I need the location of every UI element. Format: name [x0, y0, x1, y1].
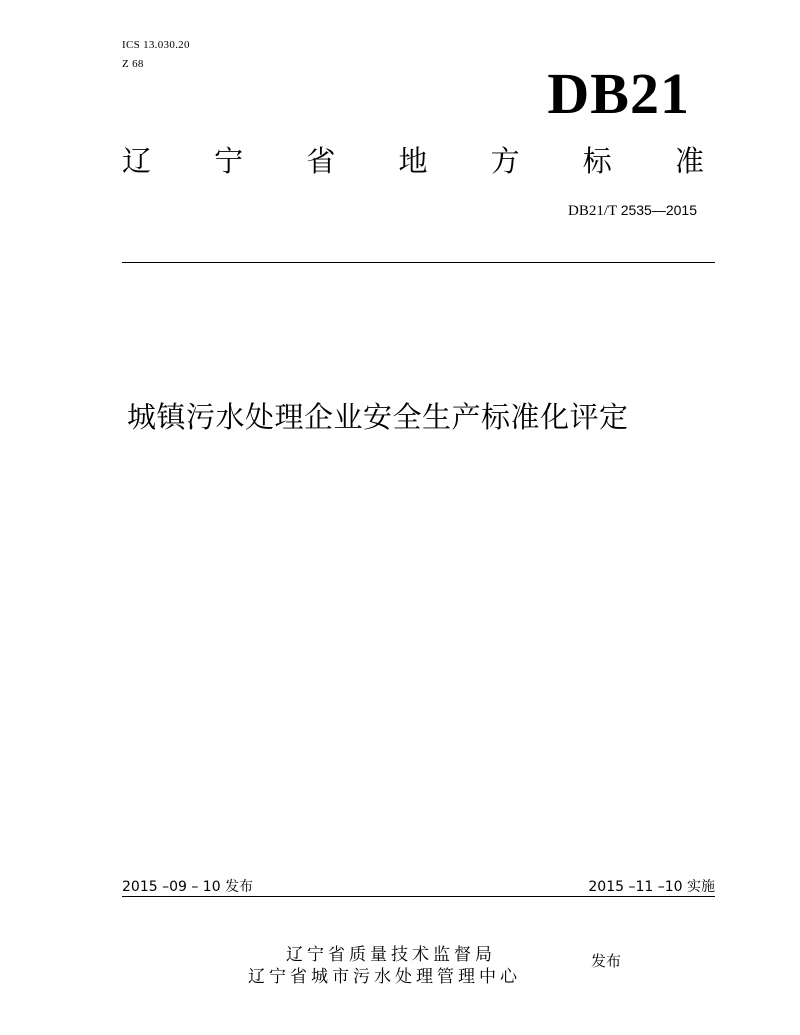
standard-number-suffix: 2535—2015: [620, 202, 697, 218]
publisher-quality-bureau: 辽宁省质量技术监督局: [286, 945, 496, 965]
ics-code: ICS 13.030.20: [122, 39, 190, 51]
header-divider: [122, 262, 715, 263]
standard-type-char: 地: [398, 144, 428, 178]
document-title: 城镇污水处理企业安全生产标准化评定: [127, 400, 629, 434]
footer-divider: [122, 896, 715, 897]
publisher-sewage-center: 辽宁省城市污水处理管理中心: [248, 967, 521, 987]
standard-number-prefix: DB21/T: [568, 203, 621, 219]
standard-type-char: 标: [582, 144, 612, 178]
standard-type-heading: [122, 143, 704, 179]
standard-type-char: 宁: [214, 144, 244, 178]
implementation-date: 2015 –11 –10 实施: [588, 879, 715, 895]
issue-date: 2015 –09 – 10 发布: [122, 879, 254, 895]
publish-label: 发布: [591, 952, 622, 970]
standard-code-logo: DB21: [547, 61, 690, 126]
standard-type-char: 省: [306, 144, 336, 178]
standard-type-char: 辽: [122, 144, 152, 178]
standard-type-char: 准: [674, 144, 704, 178]
classification-code: Z 68: [122, 58, 144, 70]
standard-type-char: 方: [490, 144, 520, 178]
standard-number: [568, 201, 697, 220]
